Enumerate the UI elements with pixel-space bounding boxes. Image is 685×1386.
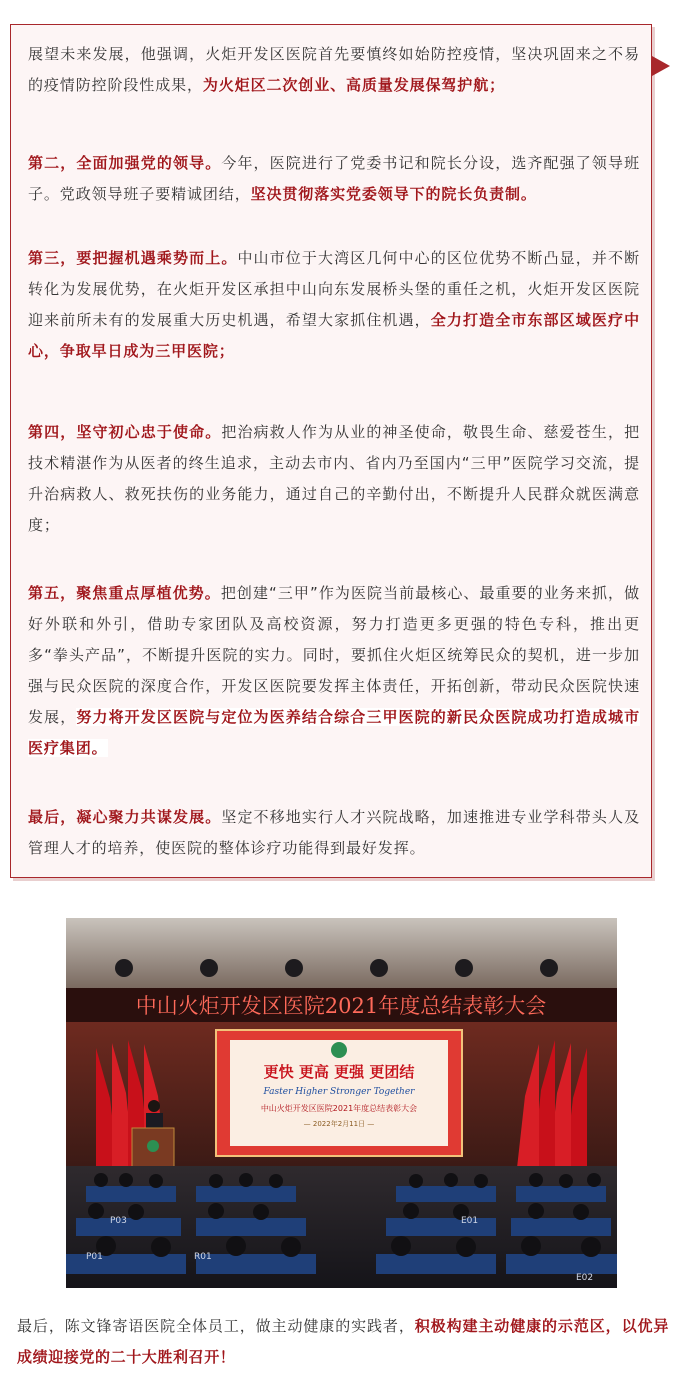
seat-label: R01 — [194, 1252, 212, 1262]
conference-photo — [66, 918, 617, 1288]
photo-illustration — [66, 918, 617, 1288]
screen-slogan-cn: 更快 更高 更强 更团结 — [263, 1063, 415, 1081]
paragraph-second: 第二，全面加强党的领导。今年，医院进行了党委书记和院长分设，选齐配强了领导班子。党政领导班子要精诚团结，坚决贯彻落实党委领导下的院长负责制。 — [28, 154, 640, 203]
seat-label: P01 — [86, 1252, 103, 1262]
screen-date: — 2022年2月11日 — — [303, 1120, 375, 1128]
paragraph-fifth: 第五，聚焦重点厚植优势。把创建“三甲”作为医院当前最核心、最重要的业务来抓，做好外联和外引，借助专家团队及高校资源，努力打造更多更强的特色专科，推出更多“拳头产品”，不断提升医院的实力。同时，要抓住火炬区统筹民众的契机，进一步加强与民众医院的深度合作，开发区医院要发挥主体责任，开拓创新，带动民众医院快速发展，努力将开发区医院与定位为医养结合综合三甲医院的新民众医院成功打造成城市医疗集团。 — [28, 584, 640, 757]
card-pointer-arrow — [652, 56, 670, 76]
hospital-logo-icon — [331, 1042, 347, 1058]
paragraph-third: 第三，要把握机遇乘势而上。中山市位于大湾区几何中心的区位优势不断凸显，并不断转化为发展优势，在火炬开发区承担中山向东发展桥头堡的重任之机，火炬开发区医院迎来前所未有的发展重大历史机遇，希望大家抓住机遇，全力打造全市东部区域医疗中心，争取早日成为三甲医院； — [28, 249, 640, 360]
paragraph-outlook: 展望未来发展，他强调，火炬开发区医院首先要慎终如始防控疫情，坚决巩固来之不易的疫情防控阶段性成果，为火炬区二次创业、高质量发展保驾护航； — [28, 45, 640, 94]
screen-slogan-en: Faster Higher Stronger Together — [263, 1087, 415, 1097]
closing-paragraph: 最后，陈文锋寄语医院全体员工，做主动健康的实践者，积极构建主动健康的示范区，以优异成绩迎接党的二十大胜利召开！ — [17, 1317, 669, 1366]
ceiling — [66, 918, 617, 988]
seat-label: P03 — [110, 1216, 127, 1226]
screen-title: 中山火炬开发区医院2021年度总结表彰大会 — [260, 1104, 418, 1113]
main-screen — [216, 1030, 462, 1156]
article-card — [10, 24, 652, 878]
seat-label: E01 — [461, 1216, 479, 1226]
seat-label: E02 — [576, 1273, 594, 1283]
paragraph-fourth: 第四，坚守初心忠于使命。把治病救人作为从业的神圣使命，敬畏生命、慈爱苍生，把技术精湛作为从医者的终生追求，主动去市内、省内乃至国内“三甲”医院学习交流，提升治病救人、救死扶伤的业务能力，通过自己的辛勤付出，不断提升人民群众就医满意度； — [28, 423, 640, 534]
paragraph-last: 最后，凝心聚力共谋发展。坚定不移地实行人才兴院战略，加速推进专业学科带头人及管理人才的培养，使医院的整体诊疗功能得到最好发挥。 — [28, 808, 640, 857]
led-banner-text: 中山火炬开发区医院2021年度总结表彰大会 — [135, 994, 547, 1018]
